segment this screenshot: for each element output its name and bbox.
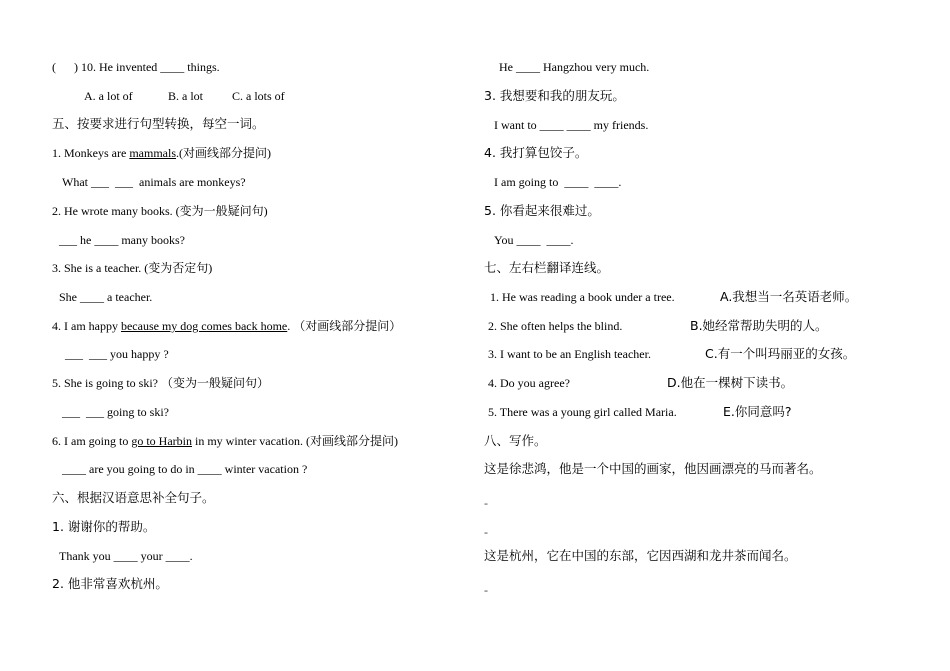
s6-q5: 5. 你看起来很难过。 (484, 203, 600, 218)
s5-q3: 3. She is a teacher. (变为否定句) (52, 261, 213, 275)
s6-q4: 4. 我打算包饺子。 (484, 145, 588, 160)
s5-a1: What ___ ___ animals are monkeys? (62, 175, 246, 189)
s7-row-cn: C.有一个叫玛丽亚的女孩。 (705, 346, 856, 361)
s7-row-cn: A.我想当一名英语老师。 (720, 289, 858, 304)
s7-row-en: 2. She often helps the blind. (488, 319, 623, 333)
writing-prompt-1: 这是徐悲鸿，他是一个中国的画家，他因画漂亮的马而著名。 (484, 461, 822, 476)
writing-line-marker: - (484, 525, 488, 539)
q10-option-c: C. a lots of (232, 89, 285, 103)
s5-q6: 6. I am going to go to Harbin in my winter vacation. (对画线部分提问) (52, 434, 398, 448)
s7-row-cn: D.他在一棵树下读书。 (667, 375, 794, 390)
s5-a6: ____ are you going to do in ____ winter vacation ? (62, 462, 308, 476)
q10-option-b: B. a lot (168, 89, 203, 103)
writing-line-marker: - (484, 496, 488, 510)
s5-q6-underlined: go to Harbin (131, 434, 192, 448)
section-6-title: 六、根据汉语意思补全句子。 (52, 490, 215, 505)
q10-option-a: A. a lot of (84, 89, 133, 103)
s5-q4: 4. I am happy because my dog comes back home. （对画线部分提问） (52, 319, 402, 333)
s5-q1: 1. Monkeys are mammals.(对画线部分提问) (52, 146, 271, 160)
s6-q3: 3. 我想要和我的朋友玩。 (484, 88, 625, 103)
s6-q1: 1. 谢谢你的帮助。 (52, 519, 156, 534)
s5-q1-underlined: mammals (129, 146, 176, 160)
s5-q4-underlined: because my dog comes back home (120, 319, 288, 333)
writing-line-marker: - (484, 583, 488, 597)
s7-row-cn: B.她经常帮助失明的人。 (690, 318, 828, 333)
s6-a4: I am going to ____ ____. (494, 175, 622, 189)
s7-row-en: 3. I want to be an English teacher. (488, 347, 651, 361)
s5-a5: ___ ___ going to ski? (62, 405, 169, 419)
s7-row-cn: E.你同意吗? (723, 404, 792, 419)
writing-prompt-2: 这是杭州，它在中国的东部，它因西湖和龙井茶而闻名。 (484, 548, 797, 563)
s6-q2: 2. 他非常喜欢杭州。 (52, 576, 168, 591)
s6-a3: I want to ____ ____ my friends. (494, 118, 649, 132)
s6-a5: You ____ ____. (494, 233, 574, 247)
s5-a4: ___ ___ you happy ? (65, 347, 169, 361)
q10-stem: ( ) 10. He invented ____ things. (52, 60, 220, 74)
section-8-title: 八、写作。 (484, 433, 547, 448)
s7-row-en: 1. He was reading a book under a tree. (490, 290, 675, 304)
s5-a2: ___ he ____ many books? (59, 233, 185, 247)
s5-q2: 2. He wrote many books. (变为一般疑问句) (52, 204, 268, 218)
s7-row-en: 4. Do you agree? (488, 376, 570, 390)
s5-q5: 5. She is going to ski? （变为一般疑问句） (52, 376, 270, 390)
section-5-title: 五、按要求进行句型转换，每空一词。 (52, 116, 265, 131)
s6-a1: Thank you ____ your ____. (59, 549, 193, 563)
s5-a3: She ____ a teacher. (59, 290, 153, 304)
s6-a2: He ____ Hangzhou very much. (499, 60, 650, 74)
section-7-title: 七、左右栏翻译连线。 (484, 260, 610, 275)
s7-row-en: 5. There was a young girl called Maria. (488, 405, 677, 419)
